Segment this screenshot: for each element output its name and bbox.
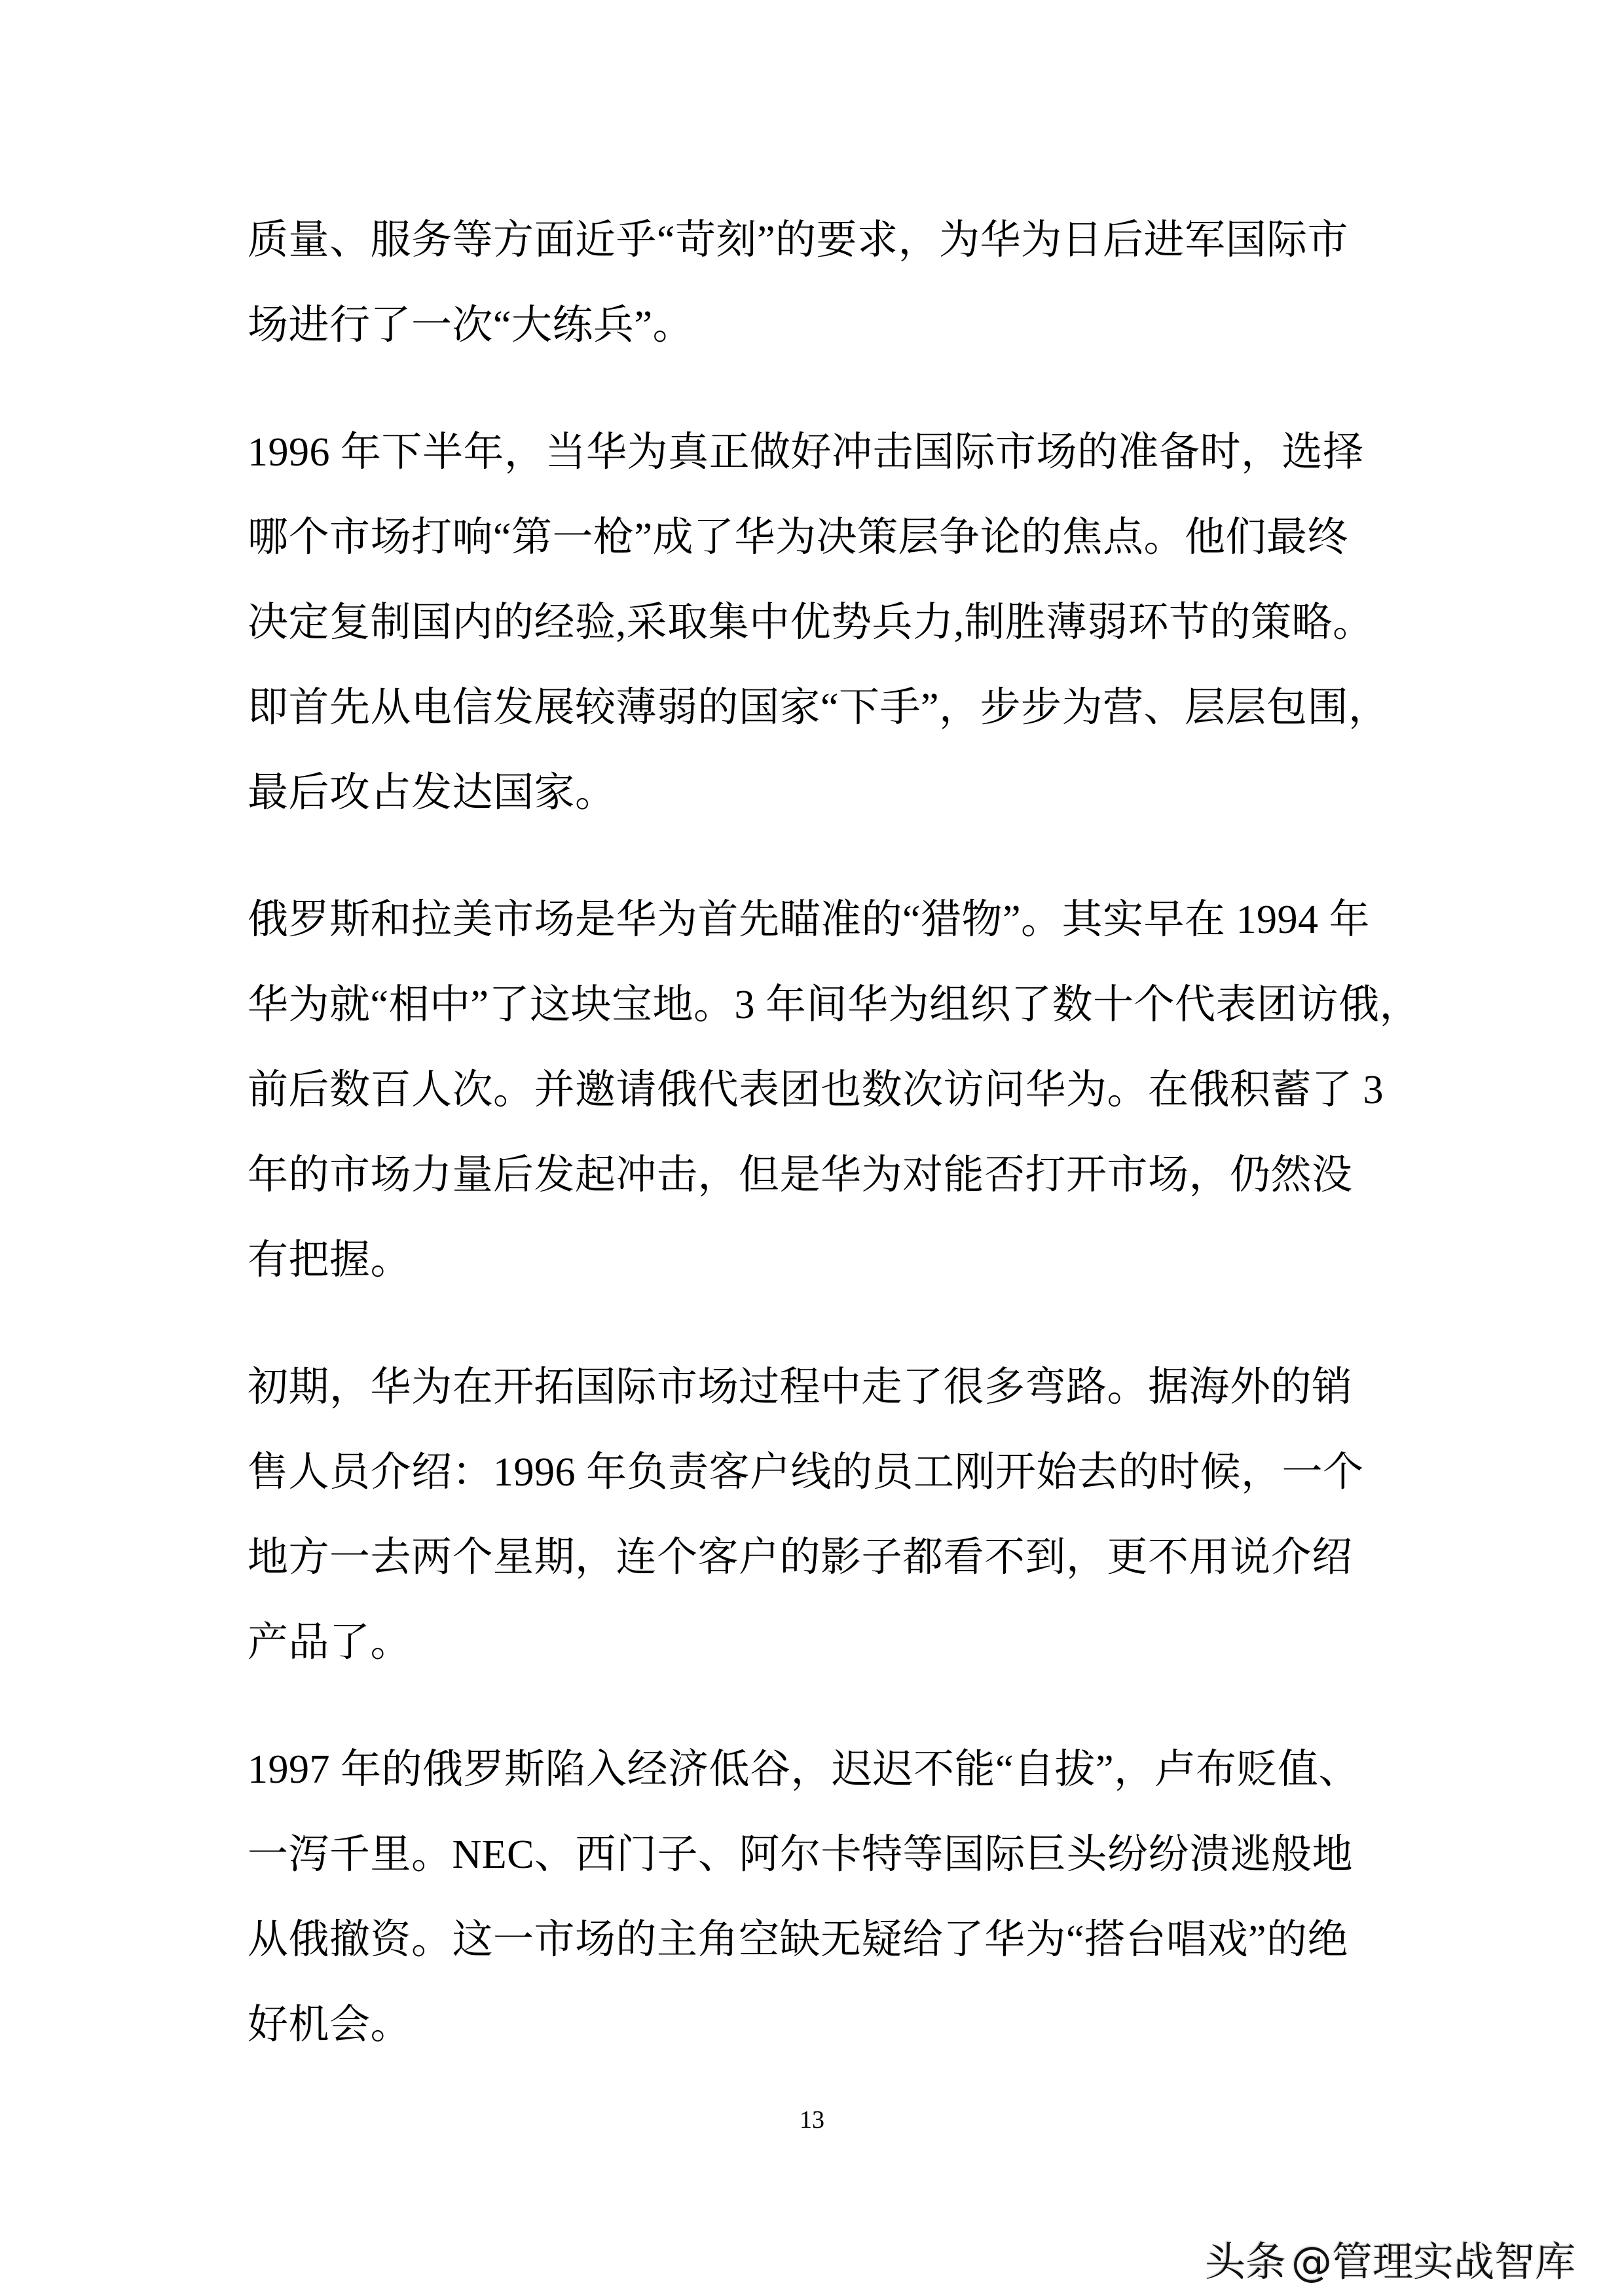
text-line: 地方一去两个星期，连个客户的影子都看不到，更不用说介绍 [248, 1535, 1353, 1580]
text-line: 有把握。 [248, 1238, 412, 1283]
watermark [1205, 2229, 1598, 2295]
text-line: 年的市场力量后发起冲击，但是华为对能否打开市场，仍然没 [248, 1153, 1353, 1197]
page-number: 13 [800, 2106, 824, 2134]
paragraph-1 [248, 215, 1367, 385]
text-line: 初期，华为在开拓国际市场过程中走了很多弯路。据海外的销 [248, 1365, 1353, 1410]
text-line: 产品了。 [248, 1620, 412, 1665]
text-line: 从俄撤资。这一市场的主角空缺无疑给了华为“搭台唱戏”的绝 [248, 1918, 1349, 1962]
watermark-handle: @管理实战智库 [1291, 2238, 1576, 2286]
text-line: 1996 年下半年，当华为真正做好冲击国际市场的准备时，选择 [248, 430, 1364, 475]
paragraph-5 [248, 1744, 1367, 2085]
watermark-brand: 头条 [1205, 2238, 1287, 2286]
text-line: 1997 年的俄罗斯陷入经济低谷，迟迟不能“自拔”，卢布贬值、 [248, 1747, 1360, 1792]
paragraph-4 [248, 1362, 1367, 1702]
body-text [248, 215, 1421, 2126]
text-line: 一泻千里。NEC、西门子、阿尔卡特等国际巨头纷纷溃逃般地 [248, 1832, 1354, 1877]
paragraph-2 [248, 427, 1390, 852]
text-line: 华为就“相中”了这块宝地。3 年间华为组织了数十个代表团访俄， [248, 983, 1421, 1027]
text-line: 决定复制国内的经验,采取集中优势兵力,制胜薄弱环节的策略。 [248, 600, 1374, 645]
text-line: 售人员介绍：1996 年负责客户线的员工刚开始去的时候，一个 [248, 1450, 1364, 1495]
text-line: 好机会。 [248, 2003, 412, 2047]
text-line: 俄罗斯和拉美市场是华为首先瞄准的“猎物”。其实早在 1994 年 [248, 898, 1371, 942]
text-line: 最后攻占发达国家。 [248, 771, 616, 815]
text-line: 即首先从电信发展较薄弱的国家“下手”，步步为营、层层包围， [248, 685, 1390, 730]
paragraph-3 [248, 894, 1421, 1320]
text-line: 哪个市场打响“第一枪”成了华为决策层争论的焦点。他们最终 [248, 515, 1349, 560]
text-line: 质量、服务等方面近乎“苛刻”的要求，为华为日后进军国际市 [248, 218, 1349, 263]
text-line: 前后数百人次。并邀请俄代表团也数次访问华为。在俄积蓄了 3 [248, 1068, 1384, 1112]
text-line: 场进行了一次“大练兵”。 [248, 303, 694, 348]
